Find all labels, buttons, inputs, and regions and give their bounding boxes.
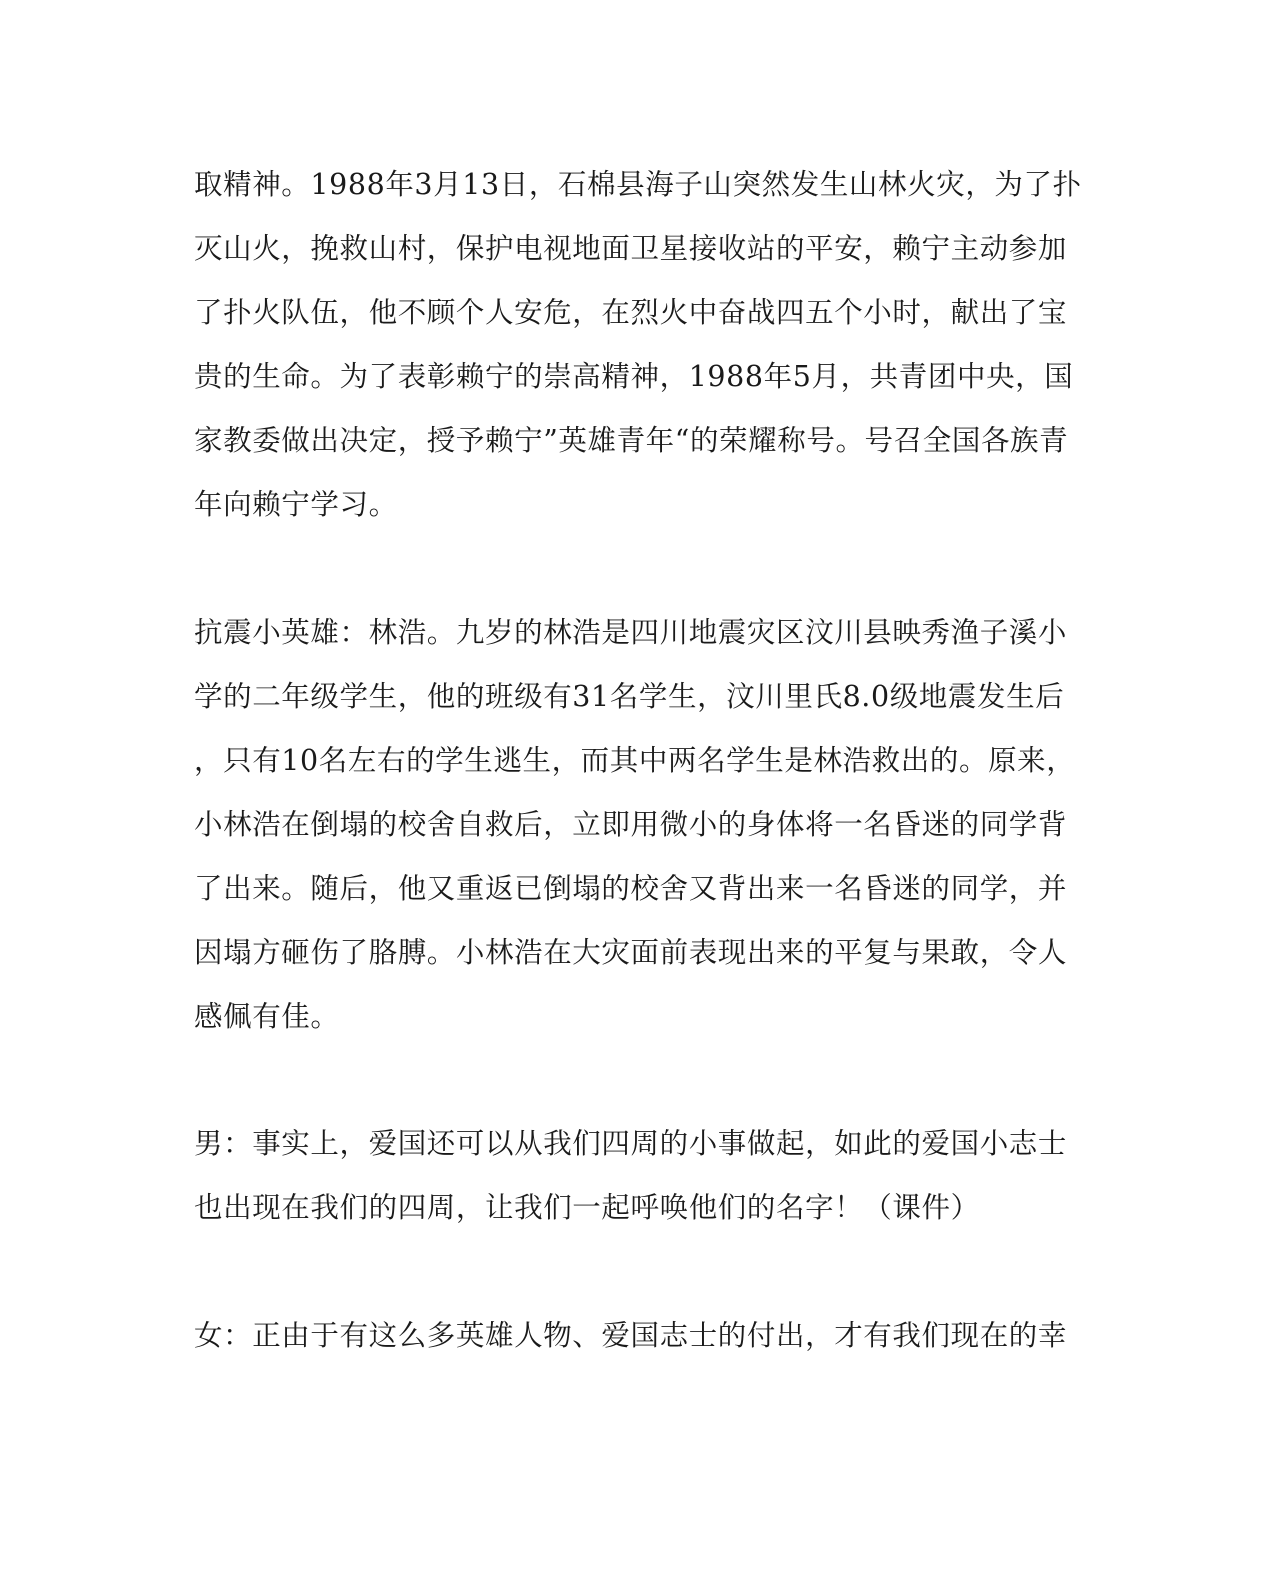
text-line: 灭山火，挽救山村，保护电视地面卫星接收站的平安，赖宁主动参加 <box>194 232 1068 265</box>
text-line: 贵的生命。为了表彰赖宁的崇高精神，1988年5月，共青团中央，国 <box>194 360 1074 393</box>
text-line: 女：正由于有这么多英雄人物、爱国志士的付出，才有我们现在的幸 <box>194 1319 1068 1352</box>
text-line: 学的二年级学生，他的班级有31名学生，汶川里氏8.0级地震发生后 <box>194 680 1065 713</box>
text-line: 因塌方砸伤了胳膊。小林浩在大灾面前表现出来的平复与果敢，令人 <box>194 936 1068 969</box>
text-line: 取精神。1988年3月13日，石棉县海子山突然发生山林火灾，为了扑 <box>194 168 1082 201</box>
text-line: 也出现在我们的四周，让我们一起呼唤他们的名字！（课件） <box>194 1191 980 1224</box>
text-line: 了出来。随后，他又重返已倒塌的校舍又背出来一名昏迷的同学，并 <box>194 872 1068 905</box>
text-line: 小林浩在倒塌的校舍自救后，立即用微小的身体将一名昏迷的同学背 <box>194 808 1068 841</box>
text-line: 抗震小英雄：林浩。九岁的林浩是四川地震灾区汶川县映秀渔子溪小 <box>194 616 1068 649</box>
text-line: 家教委做出决定，授予赖宁”英雄青年“的荣耀称号。号召全国各族青 <box>194 424 1069 457</box>
text-line: ，只有10名左右的学生逃生，而其中两名学生是林浩救出的。原来， <box>194 744 1076 777</box>
text-line: 年向赖宁学习。 <box>194 488 398 521</box>
text-line: 男：事实上，爱国还可以从我们四周的小事做起，如此的爱国小志士 <box>194 1127 1068 1160</box>
text-line: 了扑火队伍，他不顾个人安危，在烈火中奋战四五个小时，献出了宝 <box>194 296 1068 329</box>
text-line: 感佩有佳。 <box>194 1000 340 1033</box>
